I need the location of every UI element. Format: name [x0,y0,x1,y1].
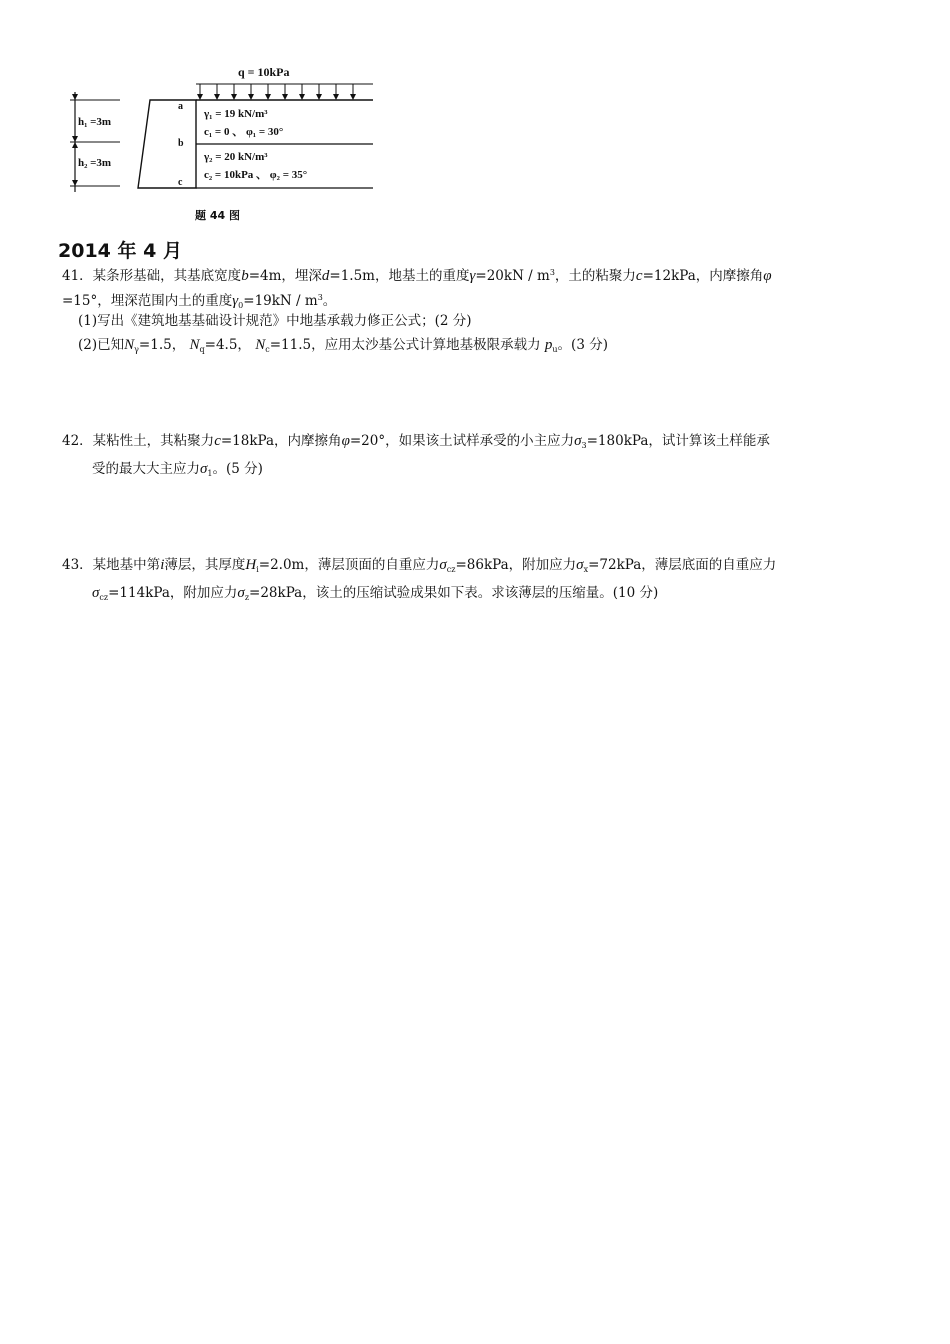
figure-caption: 题 44 图 [195,209,240,222]
soil-profile-diagram [58,62,388,212]
layer2-gamma: γ₂ = 20 kN/m³ [204,151,268,163]
h1-label: h₁ =3m [78,116,112,128]
q43-line-1: 43．某地基中第i薄层，其厚度$H_i=2.0m$，薄层顶面的自重应力$\sigma_{cz}=86kPa$，附加应力$\sigma_x=72kPa$，薄层底面的自重应力 [62,557,777,574]
layer2-params: c₂ = 10kPa 、 φ₂ = 35° [204,169,308,181]
h2-label: h₂ =3m [78,157,112,169]
q41-part-1: (1)写出《建筑地基基础设计规范》中地基承载力修正公式；(2 分) [78,313,472,329]
soil-profile-figure [58,62,388,227]
q41-line-2: =15°，埋深范围内土的重度$\gamma_0=19kN / m^3$。 [62,293,337,310]
point-b-label: b [178,138,184,149]
q43-line-2: $\sigma_{cz}=114kPa$，附加应力$\sigma_z=28kPa$，该土的压缩试验成果如下表。求该薄层的压缩量。(10 分) [92,585,659,602]
layer1-params: c₁ = 0 、 φ₁ = 30° [204,126,284,138]
q42-line-1: 42．某粘性土，其粘聚力c=18kPa，内摩擦角φ=20°，如果该土试样承受的小主应力$\sigma_3=180kPa$，试计算该土样能承 [62,433,770,450]
load-label: q = 10kPa [238,65,290,79]
q41-line-1: 41．某条形基础，其基底宽度b=4m，埋深d=1.5m，地基土的重度$\gamma=20kN / m^3$，土的粘聚力c=12kPa，内摩擦角φ [62,268,772,284]
q42-line-2: 受的最大大主应力$\sigma_1$。(5 分) [92,461,263,478]
q41-part-2: (2)已知$N_\gamma=1.5$， $N_q=4.5$， $N_c=11.5$，应用太沙基公式计算地基极限承载力 $p_u$。(3 分) [78,337,608,354]
point-a-label: a [178,101,183,112]
section-heading: 2014 年 4 月 [58,240,182,262]
point-c-label: c [178,177,183,188]
layer1-gamma: γ₁ = 19 kN/m³ [204,108,268,120]
